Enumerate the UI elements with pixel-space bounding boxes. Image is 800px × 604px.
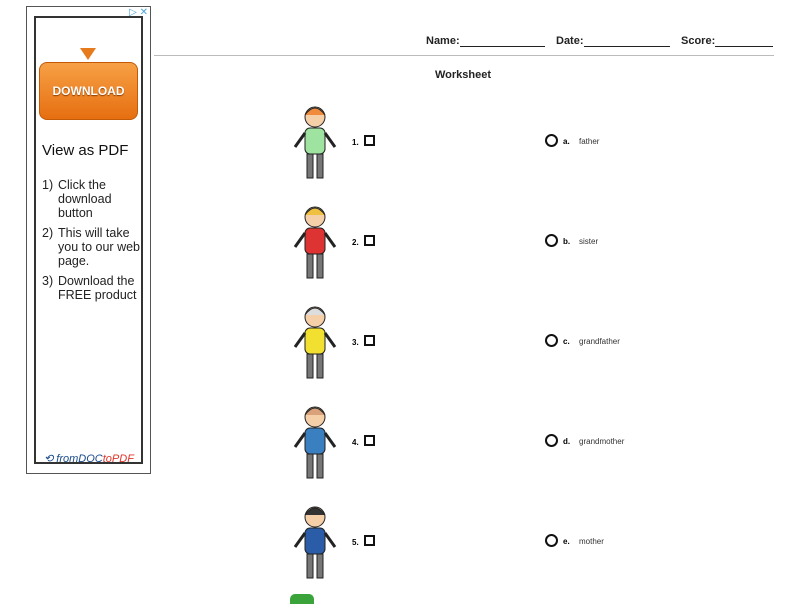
answer-box[interactable]	[364, 335, 375, 346]
name-label: Name:	[426, 35, 460, 47]
step-number: 2)	[42, 226, 54, 240]
question-row	[0, 301, 800, 391]
question-number: 2.	[352, 238, 359, 247]
answer-box[interactable]	[364, 435, 375, 446]
grandmother-picture	[285, 301, 345, 386]
date-label: Date:	[556, 35, 584, 47]
question-number: 4.	[352, 438, 359, 447]
woman-sewing-picture	[285, 201, 345, 286]
name-field	[426, 35, 545, 47]
date-field	[556, 35, 670, 47]
step-text: This will take you to our web page.	[58, 226, 140, 268]
score-field	[681, 35, 773, 47]
option-text: grandmother	[579, 437, 625, 446]
question-row	[0, 101, 800, 191]
father-with-baby-picture	[285, 501, 345, 586]
step-text: Click the download button	[58, 178, 112, 220]
step-number: 3)	[42, 274, 54, 288]
brand-logo[interactable]: ⟲ fromDOCtoPDF	[44, 453, 134, 465]
download-button[interactable]: DOWNLOAD	[39, 62, 138, 120]
option-circle[interactable]	[545, 534, 558, 547]
brand-a: fromDOC	[56, 453, 103, 465]
question-row	[0, 501, 800, 591]
question-number: 5.	[352, 538, 359, 547]
answer-box[interactable]	[364, 135, 375, 146]
option-circle[interactable]	[545, 334, 558, 347]
option-text: mother	[579, 537, 604, 546]
option-circle[interactable]	[545, 234, 558, 247]
option-letter: c.	[563, 337, 570, 346]
step-number: 1)	[42, 178, 54, 192]
girl-jump-rope-picture	[285, 101, 345, 186]
question-number: 1.	[352, 138, 359, 147]
score-label: Score:	[681, 35, 716, 47]
option-letter: b.	[563, 237, 571, 246]
option-letter: d.	[563, 437, 571, 446]
answer-box[interactable]	[364, 235, 375, 246]
grandfather-picture	[285, 401, 345, 486]
option-letter: e.	[563, 537, 570, 546]
question-row	[0, 401, 800, 491]
question-row	[0, 201, 800, 291]
option-circle[interactable]	[545, 134, 558, 147]
arrow-down-icon	[80, 48, 96, 60]
option-text: father	[579, 137, 600, 146]
question-number: 3.	[352, 338, 359, 347]
brand-b: toPDF	[102, 453, 134, 465]
option-letter: a.	[563, 137, 570, 146]
option-text: grandfather	[579, 337, 620, 346]
adchoices-icon[interactable]: ▷ ✕	[129, 7, 148, 18]
partial-picture	[290, 594, 314, 604]
option-circle[interactable]	[545, 434, 558, 447]
answer-box[interactable]	[364, 535, 375, 546]
step-text: Download the FREE product	[58, 274, 137, 302]
option-text: sister	[579, 237, 599, 246]
worksheet-title: Worksheet	[435, 69, 492, 81]
ad-heading: View as PDF	[42, 142, 129, 159]
divider	[154, 55, 774, 56]
